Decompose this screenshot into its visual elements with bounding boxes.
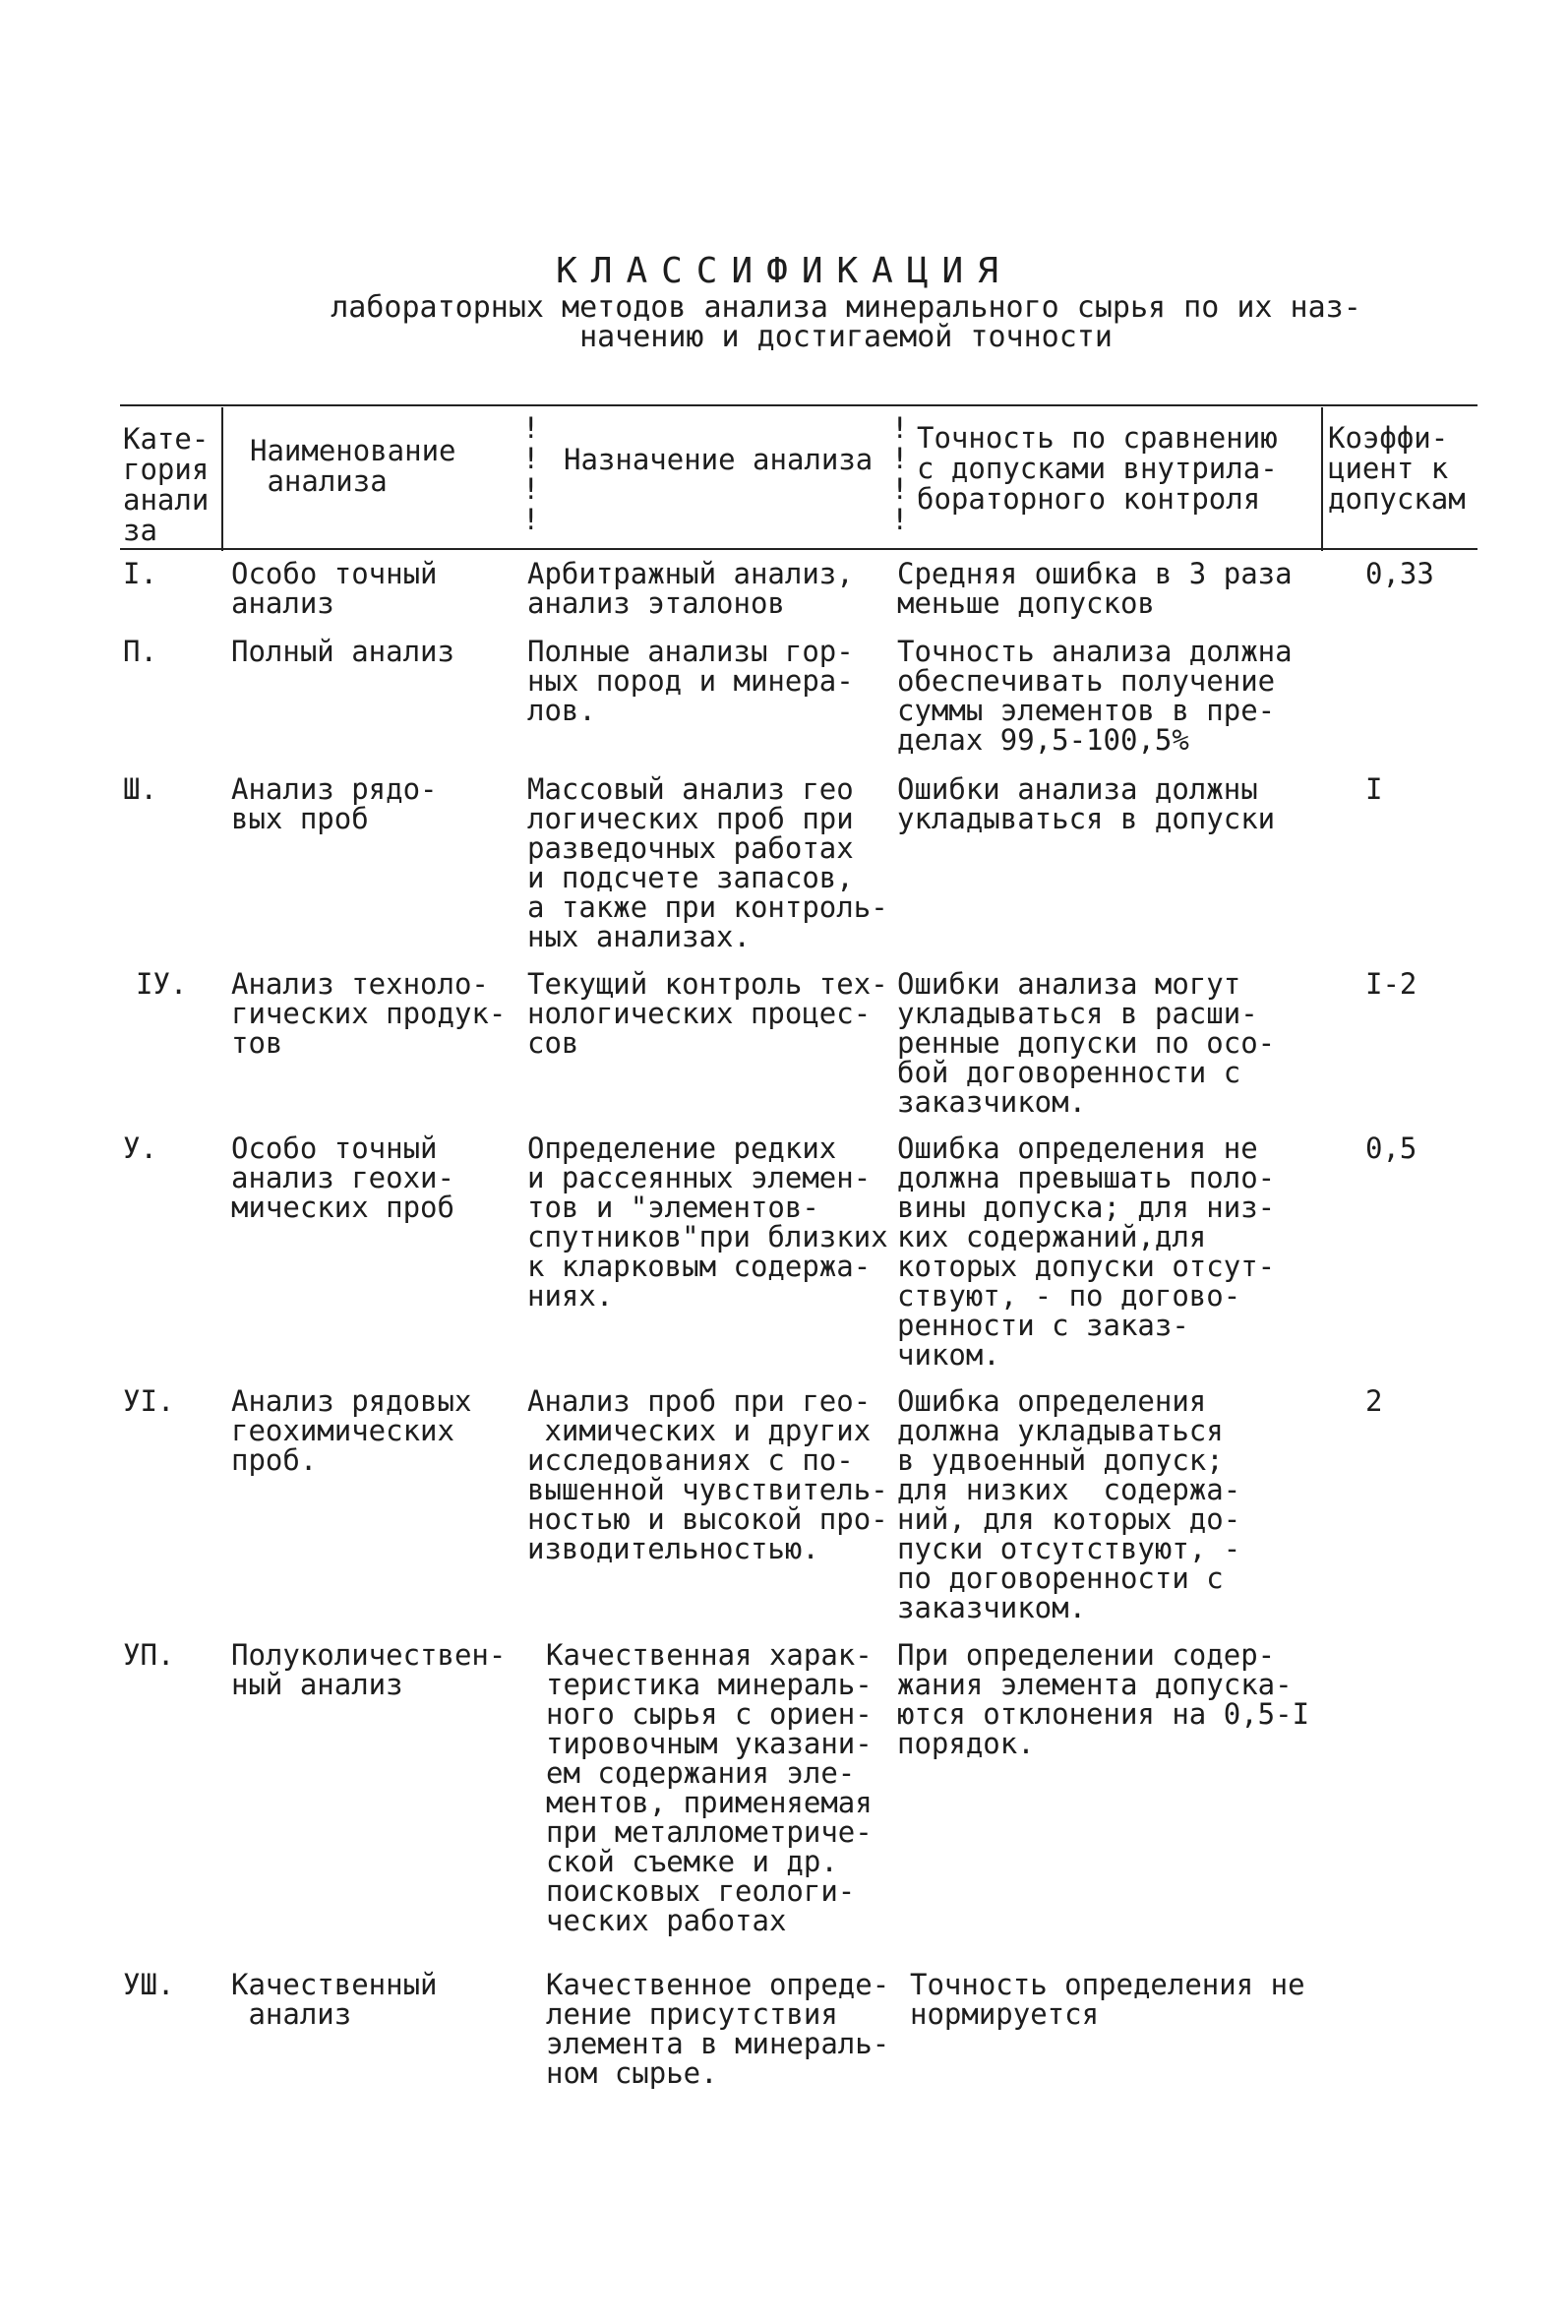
row-6-category: УI. [123, 1384, 175, 1418]
row-3-category: Ш. [123, 772, 157, 806]
header-divider-1 [221, 407, 223, 551]
row-2-purpose: Полные анализы гор- ных пород и минера- лов. [527, 635, 854, 727]
row-1-purpose: Арбитражный анализ, анализ эталонов [527, 557, 854, 620]
row-8-category: УШ. [123, 1968, 175, 2001]
row-1-category: I. [123, 557, 157, 590]
row-8-accuracy: Точность определения не нормируется [910, 1968, 1305, 2031]
row-7-name: Полуколичествен- ный анализ [231, 1638, 507, 1701]
row-5-name: Особо точный анализ геохи- мических проб [231, 1131, 454, 1224]
document-title: КЛАССИФИКАЦИЯ [556, 251, 1012, 291]
header-separator-3: ! ! ! ! [891, 411, 909, 536]
row-3-coefficient: I [1365, 772, 1383, 806]
row-5-category: У. [123, 1131, 157, 1165]
header-name: Наименование анализа [250, 434, 456, 498]
row-6-name: Анализ рядовых геохимических проб. [231, 1384, 472, 1477]
header-category: Кате- гория анали за [123, 422, 210, 547]
row-1-name: Особо точный анализ [231, 557, 438, 620]
header-separator-2: ! ! ! ! [522, 411, 540, 536]
row-4-category: IУ. [136, 967, 188, 1001]
row-8-name: Качественный анализ [231, 1968, 438, 2031]
row-5-coefficient: 0,5 [1365, 1131, 1417, 1165]
row-4-coefficient: I-2 [1365, 967, 1417, 1001]
row-1-coefficient: 0,33 [1365, 557, 1434, 590]
row-1-accuracy: Средняя ошибка в 3 раза меньше допусков [897, 557, 1293, 620]
row-5-accuracy: Ошибка определения не должна превышать поло- вины допуска; для низ- ких содержаний,для которых допуски отсут- ствуют, - по догово- ренности с заказ- чиком. [897, 1131, 1276, 1372]
row-4-purpose: Текущий контроль тех- нологических процес- сов [527, 967, 888, 1060]
row-6-purpose: Анализ проб при гео- химических и других исследованиях с по- вышенной чувствитель- ностью и высокой про- изводительностью. [527, 1384, 888, 1565]
row-2-accuracy: Точность анализа должна обеспечивать получение суммы элементов в пре- делах 99,5-100,5% [897, 635, 1293, 757]
header-accuracy: Точность по сравнению с допусками внутрила- бораторного контроля [917, 421, 1278, 516]
row-3-name: Анализ рядо- вых проб [231, 772, 438, 835]
row-6-coefficient: 2 [1365, 1384, 1383, 1418]
table-top-rule [120, 404, 1478, 406]
row-4-name: Анализ техноло- гических продук- тов [231, 967, 507, 1060]
row-3-accuracy: Ошибки анализа должны укладываться в допуски [897, 772, 1276, 835]
row-8-purpose: Качественное опреде- ление присутствия элемента в минераль- ном сырье. [546, 1968, 890, 2090]
header-purpose: Назначение анализа [564, 443, 874, 476]
row-5-purpose: Определение редких и рассеянных элемен- тов и "элементов- спутников"при близких к кларковым содержа- ниях. [527, 1131, 888, 1313]
header-divider-4 [1321, 407, 1323, 551]
row-4-accuracy: Ошибки анализа могут укладываться в расши- ренные допуски по осо- бой договоренности с заказчиком. [897, 967, 1276, 1119]
row-7-accuracy: При определении содер- жания элемента допуска- ются отклонения на 0,5-I порядок. [897, 1638, 1310, 1760]
table-header-bottom-rule [120, 548, 1478, 550]
row-2-category: П. [123, 635, 157, 668]
row-7-purpose: Качественная харак- теристика минераль- ного сырья с ориен- тировочным указани- ем содержания эле- ментов, применяемая при металлометриче- ской съемке и др. поисковых геологи- ческих работах [546, 1638, 873, 1937]
row-7-category: УП. [123, 1638, 175, 1672]
row-3-purpose: Массовый анализ гео логических проб при разведочных работах и подсчете запасов, а также при контроль- ных анализах. [527, 772, 888, 953]
row-2-name: Полный анализ [231, 635, 454, 668]
header-coefficient: Коэффи- циент к допускам [1328, 421, 1466, 516]
document-subtitle: лабораторных методов анализа минерального сырья по их наз- начению и достигаемой точности [331, 290, 1361, 354]
row-6-accuracy: Ошибка определения должна укладываться в удвоенный допуск; для низких содержа- ний, для которых до- пуски отсутствуют, - по договоренности с заказчиком. [897, 1384, 1241, 1624]
